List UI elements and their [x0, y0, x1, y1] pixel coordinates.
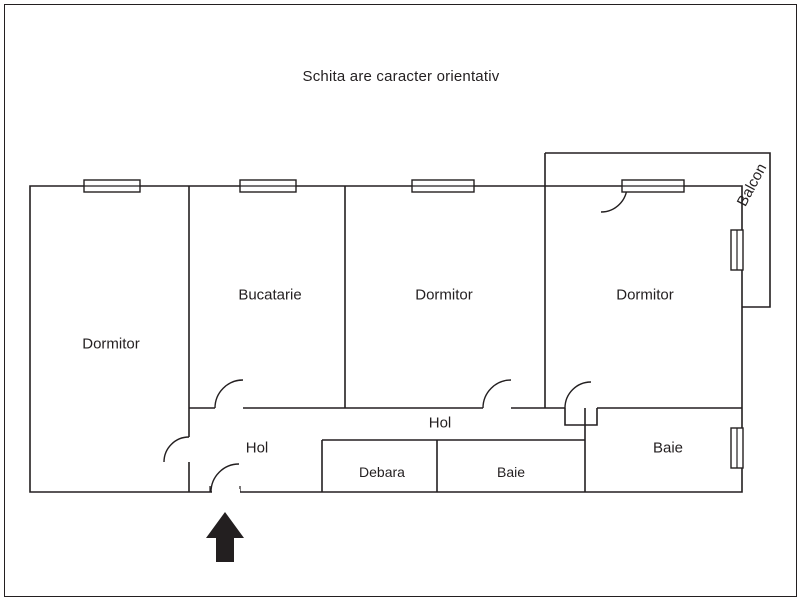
window-horizontal [412, 180, 474, 192]
room-label-dormitor-1: Dormitor [82, 335, 140, 353]
room-label-baie-right: Baie [652, 439, 684, 457]
window-horizontal [84, 180, 140, 192]
room-label-bucatarie: Bucatarie [238, 286, 302, 304]
room-label-hol-left: Hol [245, 439, 269, 457]
entry-gap-mask [212, 489, 240, 495]
window-vertical [731, 230, 743, 270]
room-label-hol-main: Hol [428, 414, 452, 432]
window-horizontal [240, 180, 296, 192]
room-label-balcon: Balcon [733, 160, 771, 210]
hol-niche [565, 408, 597, 425]
window-group [84, 180, 743, 468]
entrance-arrow-icon [206, 512, 244, 562]
door-swing-dormitor3 [565, 382, 591, 408]
door-swing-dormitor2 [483, 380, 511, 408]
room-label-baie-center: Baie [496, 464, 526, 480]
room-label-dormitor-2: Dormitor [415, 286, 473, 304]
window-horizontal [622, 180, 684, 192]
room-label-debara: Debara [359, 464, 405, 480]
door-swing-bucatarie [215, 380, 243, 408]
door-swing-entry [211, 464, 239, 492]
door-swing-hol-left [164, 437, 189, 462]
window-vertical [731, 428, 743, 468]
room-label-dormitor-3: Dormitor [616, 286, 674, 304]
plan-caption: Schita are caracter orientativ [302, 68, 500, 85]
